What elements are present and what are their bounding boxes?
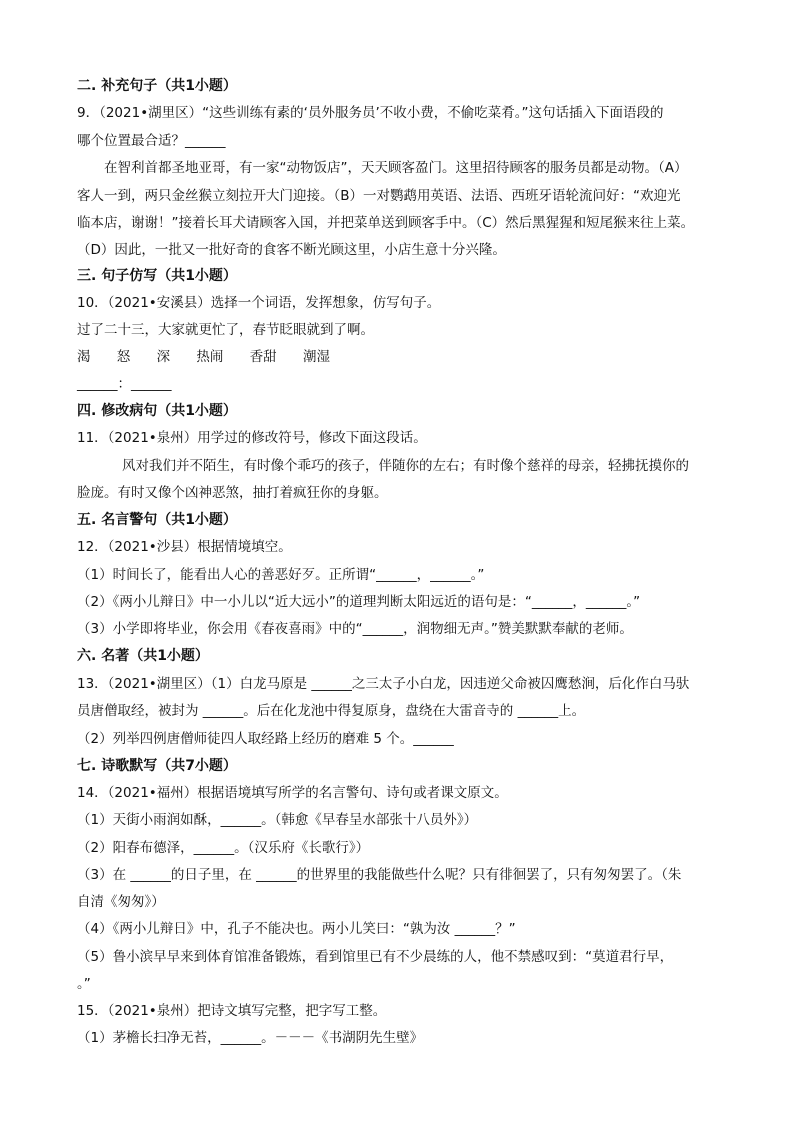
question-13-cont: 员唐僧取经，被封为 ______。后在化龙池中得复原身，盘绕在大雷音寺的 ______上。	[77, 703, 586, 719]
section-heading-6: 六. 名著（共1小题）	[77, 648, 209, 664]
question-14-part3-cont: 自清《匆匆》）	[77, 894, 165, 910]
question-12-part3: （3）小学即将毕业，你会用《春夜喜雨》中的“______，润物细无声。”赞美默默奉献的老师。	[77, 621, 633, 637]
section-heading-4: 四. 修改病句（共1小题）	[77, 403, 237, 419]
passage-9-line4: （D）因此，一批又一批好奇的食客不断光顾这里，小店生意十分兴隆。	[77, 242, 506, 258]
word-choice: 热闹	[196, 349, 224, 365]
question-14: 14．（2021•福州）根据语境填写所学的名言警句、诗句或者课文原文。	[77, 785, 508, 801]
section-heading-3: 三. 句子仿写（共1小题）	[77, 268, 237, 284]
question-11: 11．（2021•泉州）用学过的修改符号，修改下面这段话。	[77, 430, 427, 446]
question-14-part5: （5）鲁小滨早早来到体育馆准备锻炼，看到馆里已有不少晨练的人，他不禁感叹到：“莫道君行早，	[77, 949, 674, 965]
question-15: 15．（2021•泉州）把诗文填写完整，把字写工整。	[77, 1003, 387, 1019]
word-choice: 深	[156, 349, 171, 365]
word-choice: 怒	[116, 349, 131, 365]
passage-9-line2: 客人一到，两只金丝猴立刻拉开大门迎接。（B）一对鹦鹉用英语、法语、西班牙语轮流问好：“欢迎光	[77, 188, 681, 204]
question-9-cont: 哪个位置最合适？______	[77, 133, 226, 149]
question-14-part2: （2）阳春布德泽，______。（汉乐府《长歌行》）	[77, 840, 370, 856]
passage-9-line1: 在智利首都圣地亚哥，有一家“动物饭店”，天天顾客盈门。这里招待顾客的服务员都是动物。（A）	[104, 160, 688, 176]
question-12-part1: （1）时间长了，能看出人心的善恶好歹。正所谓“______，______。”	[77, 567, 485, 583]
section-heading-2: 二. 补充句子（共1小题）	[77, 78, 237, 94]
question-10-sentence: 过了二十三，大家就更忙了，春节眨眼就到了啊。	[77, 322, 374, 338]
question-12-part2: （2）《两小儿辩日》中一小儿以“近大远小”的道理判断太阳远近的语句是：“______，______。”	[77, 594, 641, 610]
word-choice: 潮湿	[302, 349, 330, 365]
question-14-part1: （1）天街小雨润如酥，______。（韩愈《早春呈水部张十八员外》）	[77, 812, 478, 828]
answer-blank-10: ______：______	[77, 376, 172, 392]
passage-9-line3: 临本店，谢谢！”接着长耳犬请顾客入国，并把菜单送到顾客手中。（C）然后黑猩猩和短尾猴来往上菜。	[77, 215, 695, 231]
question-10: 10．（2021•安溪县）选择一个词语，发挥想象，仿写句子。	[77, 295, 441, 311]
word-choices	[77, 347, 734, 367]
question-14-part4: （4）《两小儿辩日》中，孔子不能决也。两小儿笑曰：“孰为汝 ______？”	[77, 921, 516, 937]
question-15-part1: （1）茅檐长扫净无苔，______。－－－《书湖阴先生壁》	[77, 1030, 424, 1046]
question-12: 12．（2021•沙县）根据情境填空。	[77, 539, 292, 555]
question-14-part3: （3）在 ______的日子里，在 ______的世界里的我能做些什么呢？只有徘徊罢了，只有匆匆罢了。（朱	[77, 867, 682, 883]
question-13: 13．（2021•湖里区）（1）白龙马原是 ______之三太子小白龙，因违逆父命被囚鹰愁涧，后化作白马驮	[77, 676, 690, 692]
question-13-part2: （2）列举四例唐僧师徒四人取经路上经历的磨难 5 个。______	[77, 731, 454, 747]
word-choice: 渴	[77, 349, 91, 365]
question-9: 9．（2021•湖里区）“这些训练有素的‘员外服务员’不收小费，不偷吃菜肴。”这句话插入下面语段的	[77, 105, 664, 121]
passage-11-line2: 脸庞。有时又像个凶神恶煞，抽打着疯狂你的身躯。	[77, 485, 388, 501]
question-14-part5-cont: 。”	[77, 976, 91, 992]
section-heading-7: 七. 诗歌默写（共7小题）	[77, 758, 237, 774]
section-heading-5: 五. 名言警句（共1小题）	[77, 512, 237, 528]
passage-11-line1: 风对我们并不陌生，有时像个乖巧的孩子，伴随你的左右；有时像个慈祥的母亲，轻拂抚摸你的	[122, 458, 689, 474]
word-choice: 香甜	[249, 349, 277, 365]
